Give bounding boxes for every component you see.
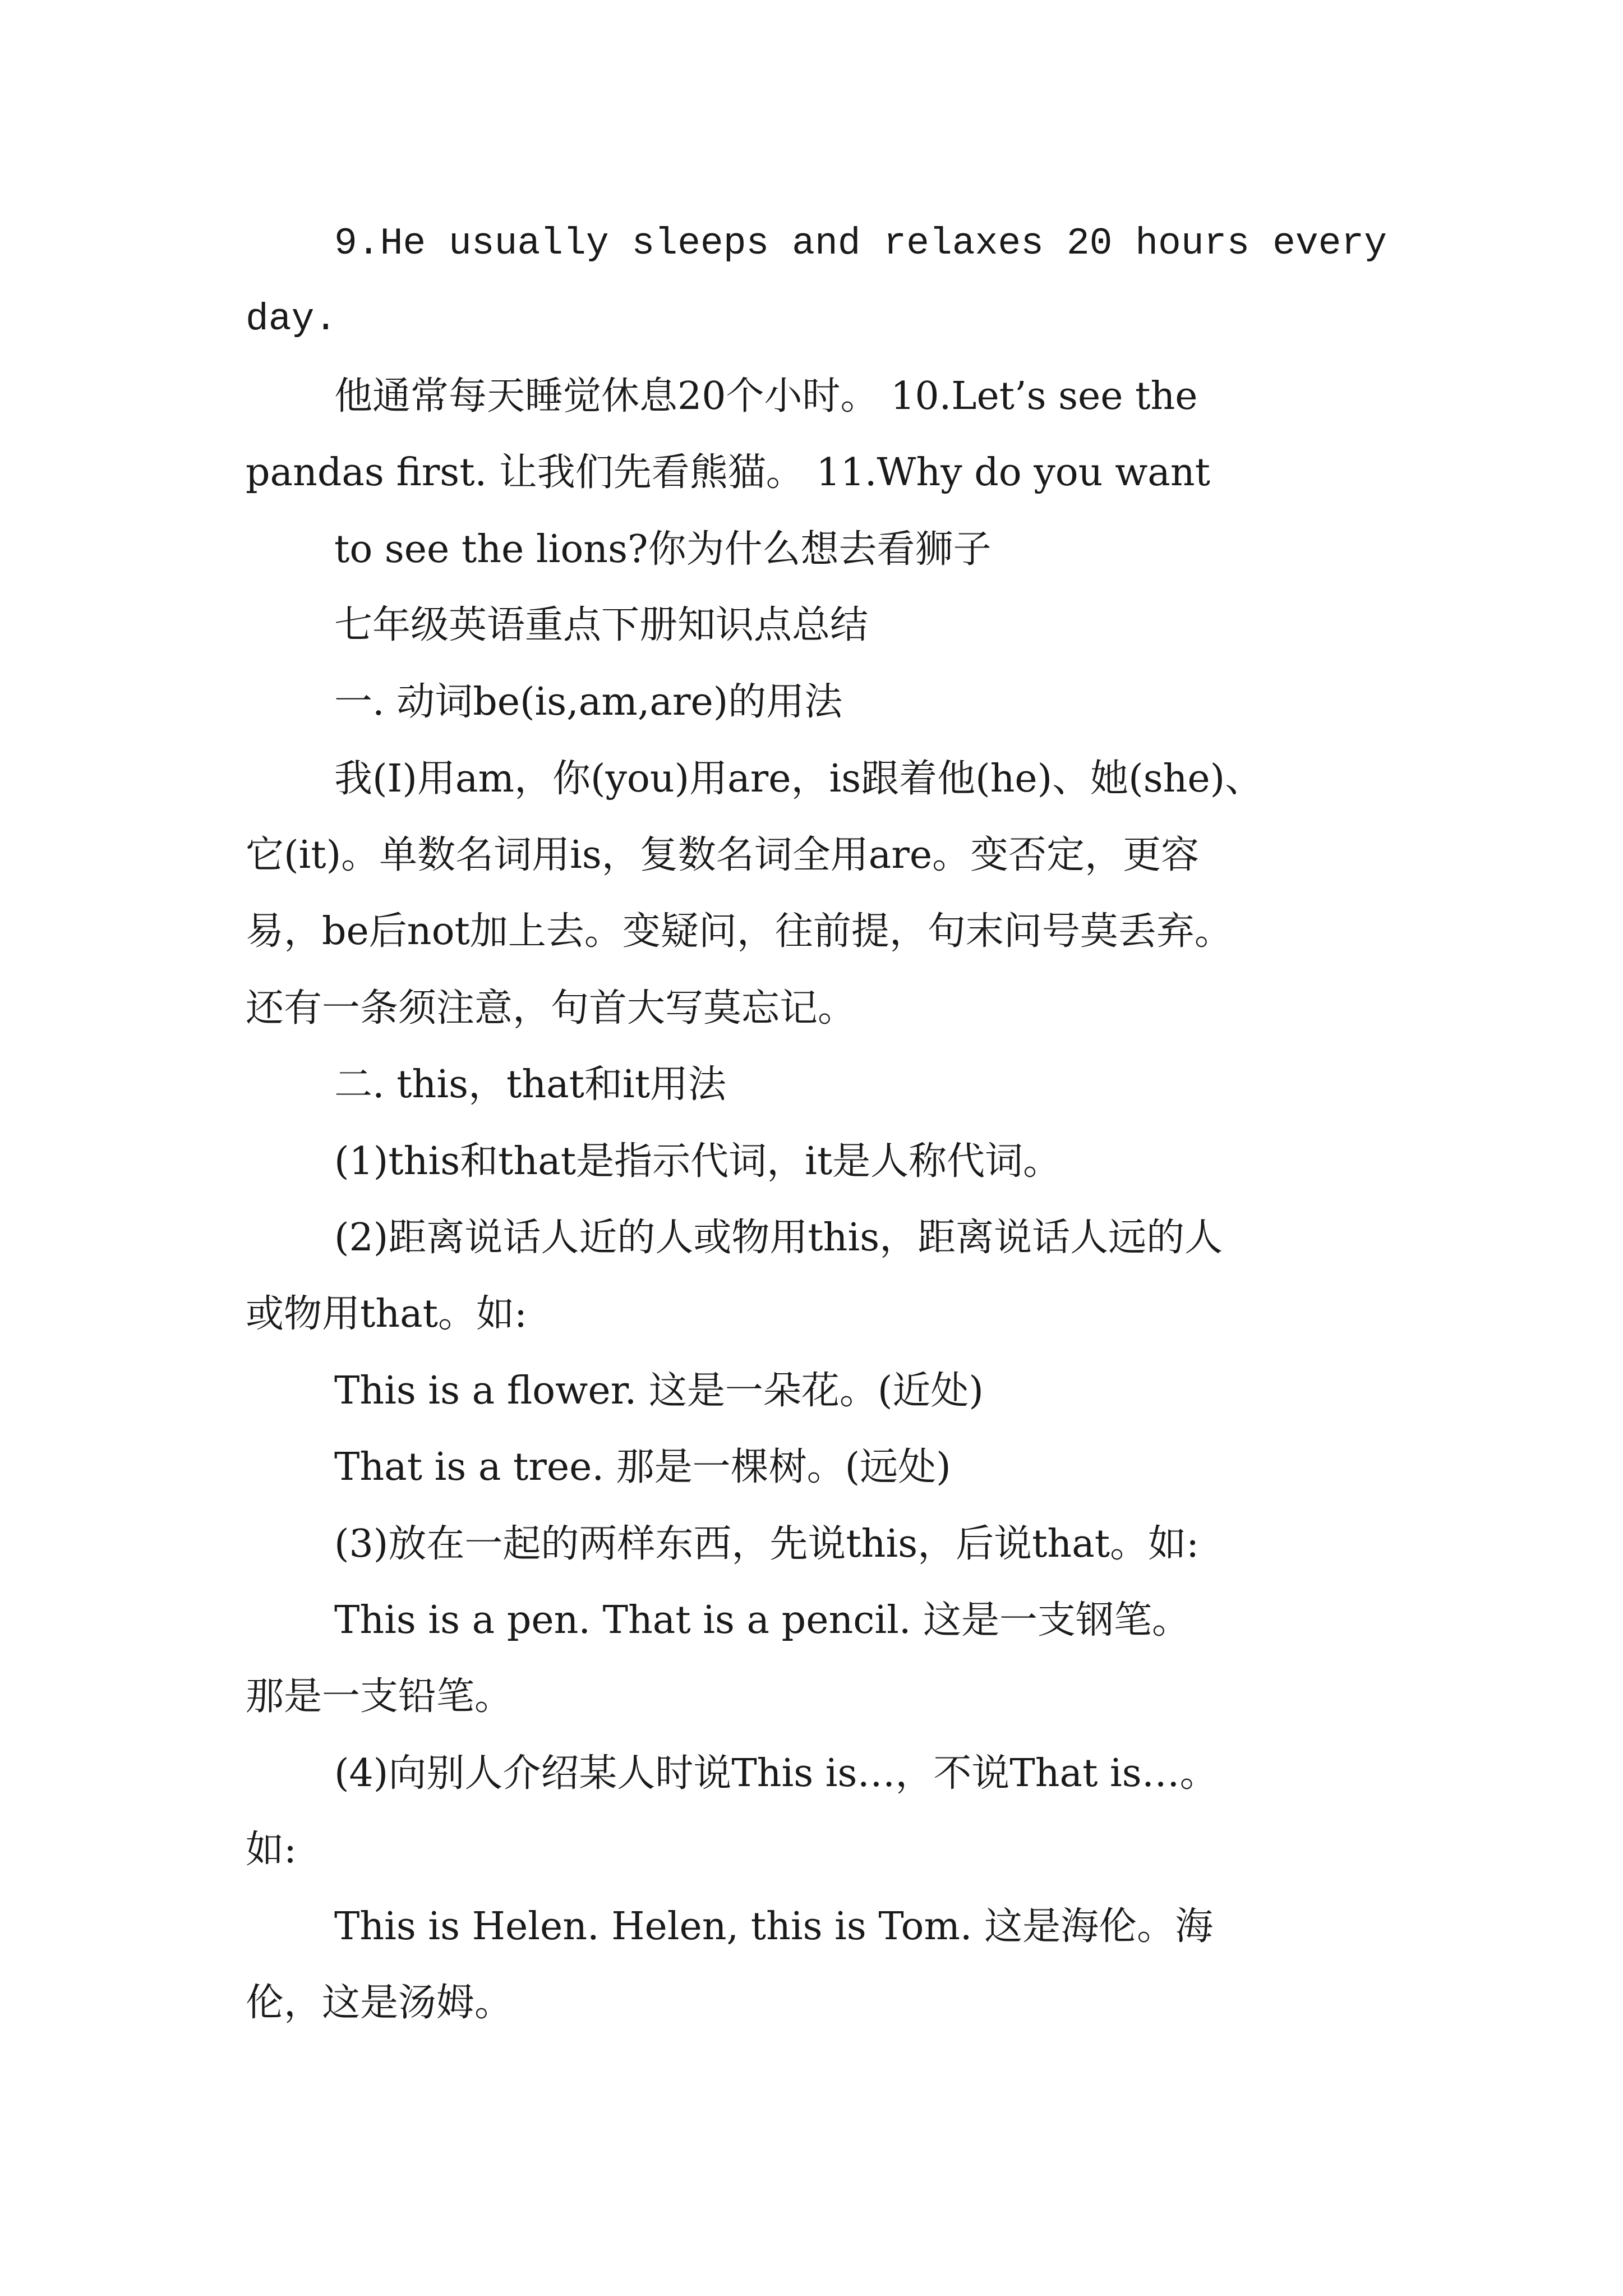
text-line: 易，be后not加上去。变疑问，往前提，句末问号莫丢弃。 xyxy=(246,909,1233,954)
example-line: This is Helen. Helen, this is Tom. 这是海伦。海 xyxy=(334,1904,1214,1949)
example-line: 那是一支铅笔。 xyxy=(246,1674,513,1719)
text-line: (4)向别人介绍某人时说This is…，不说That is…。 xyxy=(334,1751,1218,1796)
text-line: (2)距离说话人近的人或物用this，距离说话人远的人 xyxy=(334,1216,1223,1260)
text-line: 9.He usually sleeps and relaxes 20 hours every xyxy=(334,222,1387,265)
section-heading: 一. 动词be(is,am,are)的用法 xyxy=(334,680,843,724)
text-line: 如: xyxy=(246,1828,297,1872)
text-line: 他通常每天睡觉休息20个小时。 10.Let’s see the xyxy=(334,374,1198,418)
text-line: 还有一条须注意，句首大写莫忘记。 xyxy=(246,986,856,1030)
text-line: 或物用that。如: xyxy=(246,1292,527,1336)
text-line: (3)放在一起的两样东西，先说this，后说that。如: xyxy=(334,1522,1199,1566)
section-title: 七年级英语重点下册知识点总结 xyxy=(334,603,869,647)
section-heading: 二. this，that和it用法 xyxy=(334,1062,727,1107)
text-line: 我(I)用am，你(you)用are，is跟着他(he)、她(she)、 xyxy=(334,757,1264,801)
text-line: to see the lions?你为什么想去看狮子 xyxy=(334,527,992,572)
example-line: That is a tree. 那是一棵树。(远处) xyxy=(334,1445,951,1489)
example-line: This is a pen. That is a pencil. 这是一支钢笔。 xyxy=(334,1598,1191,1642)
text-line: 它(it)。单数名词用is，复数名词全用are。变否定，更容 xyxy=(246,833,1200,877)
text-line: day. xyxy=(246,298,338,341)
text-line: (1)this和that是指示代词，it是人称代词。 xyxy=(334,1139,1062,1184)
example-line: This is a flower. 这是一朵花。(近处) xyxy=(334,1369,984,1413)
text-line: pandas first. 让我们先看熊猫。 11.Why do you want xyxy=(246,450,1210,495)
example-line: 伦，这是汤姆。 xyxy=(246,1981,513,2025)
